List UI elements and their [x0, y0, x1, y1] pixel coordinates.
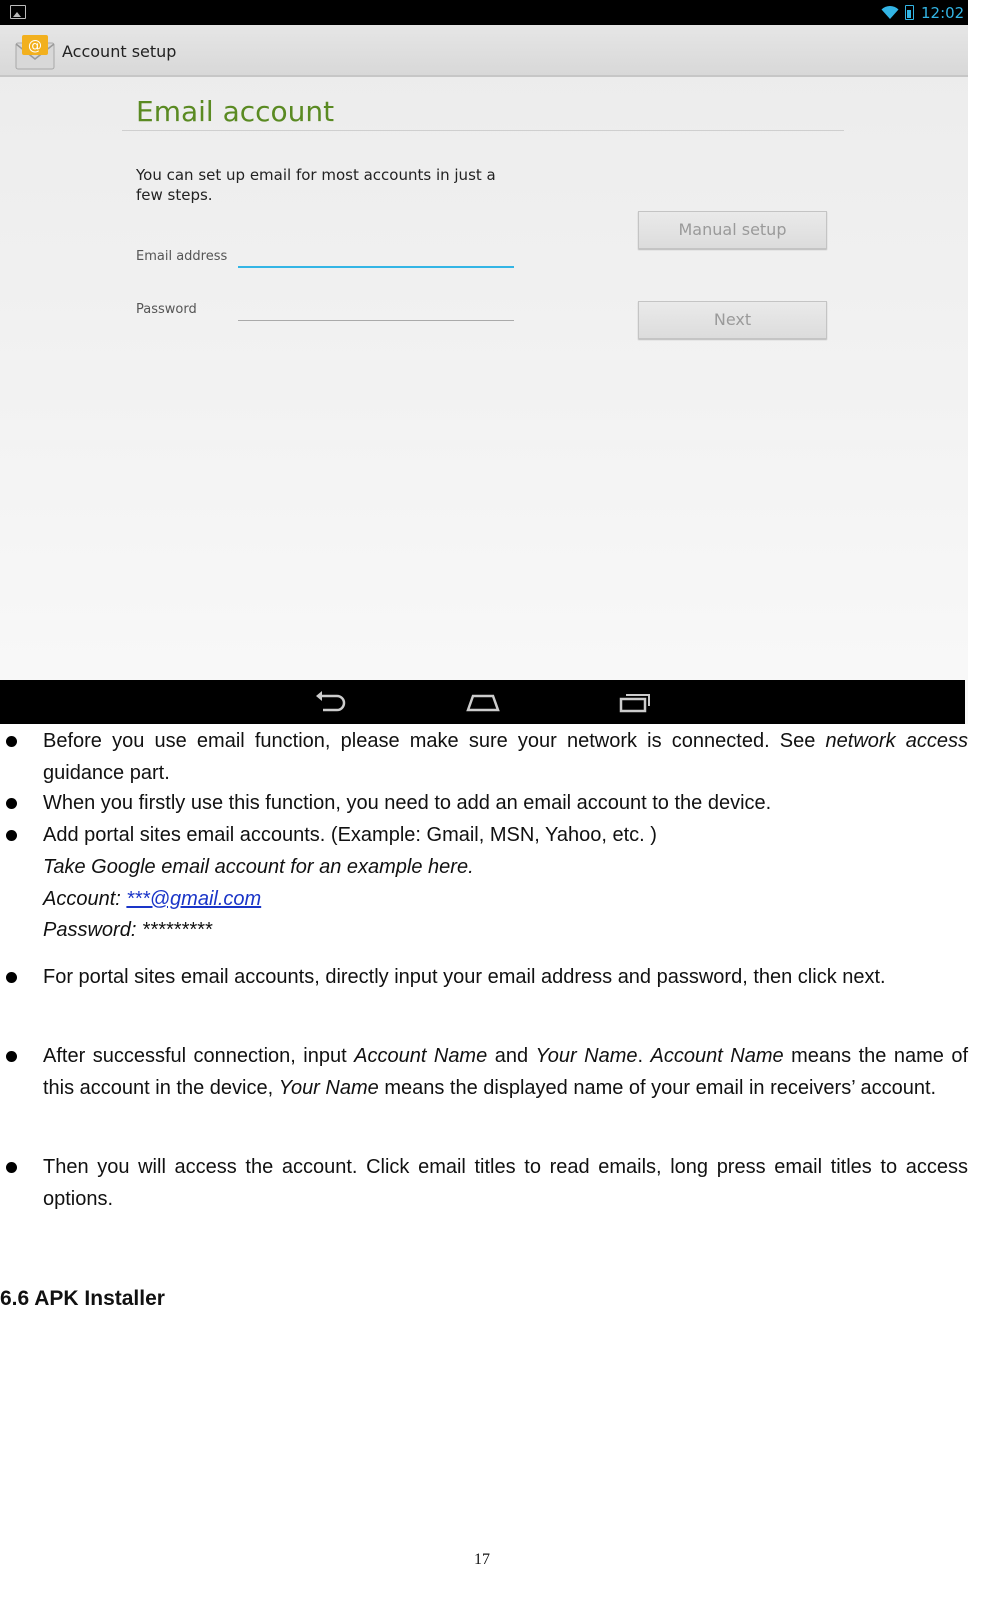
- manual-setup-button[interactable]: Manual setup: [638, 211, 827, 249]
- bullet-marker: [6, 830, 17, 841]
- email-address-label: Email address: [136, 249, 228, 264]
- action-bar: [0, 25, 968, 77]
- picture-notification-icon: [10, 5, 26, 19]
- svg-text:@: @: [28, 38, 42, 54]
- example-note: Take Google email account for an example here.: [43, 856, 474, 878]
- page-number: 17: [474, 1551, 490, 1568]
- bullet-access-account: Then you will access the account. Click email titles to read emails, long press email titles to access options.: [43, 1156, 968, 1210]
- example-email-link[interactable]: ***@gmail.com: [126, 888, 262, 910]
- heading-divider: [122, 130, 844, 131]
- bullet-portal-accounts: Add portal sites email accounts. (Example: Gmail, MSN, Yahoo, etc. ): [43, 824, 657, 846]
- bullet-marker: [6, 798, 17, 809]
- battery-icon: [905, 5, 914, 20]
- recent-apps-icon[interactable]: [618, 690, 654, 714]
- navigation-bar: [0, 680, 965, 724]
- action-bar-title: Account setup: [62, 42, 177, 61]
- status-time: 12:02: [921, 4, 965, 22]
- wifi-icon: [881, 5, 899, 20]
- page-title: Email account: [136, 95, 335, 128]
- section-title: 6.6 APK Installer: [0, 1287, 165, 1310]
- bullet-marker: [6, 1162, 17, 1173]
- status-bar: [0, 0, 968, 25]
- bullet-marker: [6, 1051, 17, 1062]
- bullet-first-use: When you firstly use this function, you need to add an email account to the device.: [43, 792, 772, 814]
- bullet-marker: [6, 736, 17, 747]
- bullet-account-name: After successful connection, input Account Name and Your Name. Account Name means the name of this account in the device, Your Name means the displayed name of your email in receivers’ account.: [43, 1045, 969, 1099]
- password-input[interactable]: [238, 299, 514, 321]
- network-access-ref: network access: [825, 730, 968, 752]
- email-app-icon[interactable]: [14, 33, 56, 71]
- bullet-network-note: Before you use email function, please make sure your network is connected. See network access guidance part.: [43, 730, 968, 784]
- next-button[interactable]: Next: [638, 301, 827, 339]
- back-icon[interactable]: [313, 690, 349, 714]
- intro-text: You can set up email for most accounts in just a few steps.: [136, 166, 496, 204]
- bullet-direct-input: For portal sites email accounts, directly input your email address and password, then click next.: [43, 966, 886, 988]
- example-password: Password: *********: [43, 919, 212, 941]
- email-setup-screenshot: [0, 0, 968, 724]
- email-address-input[interactable]: [238, 246, 514, 268]
- example-account: Account: ***@gmail.com: [43, 888, 262, 910]
- home-icon[interactable]: [465, 690, 501, 714]
- bullet-marker: [6, 972, 17, 983]
- password-label: Password: [136, 302, 197, 317]
